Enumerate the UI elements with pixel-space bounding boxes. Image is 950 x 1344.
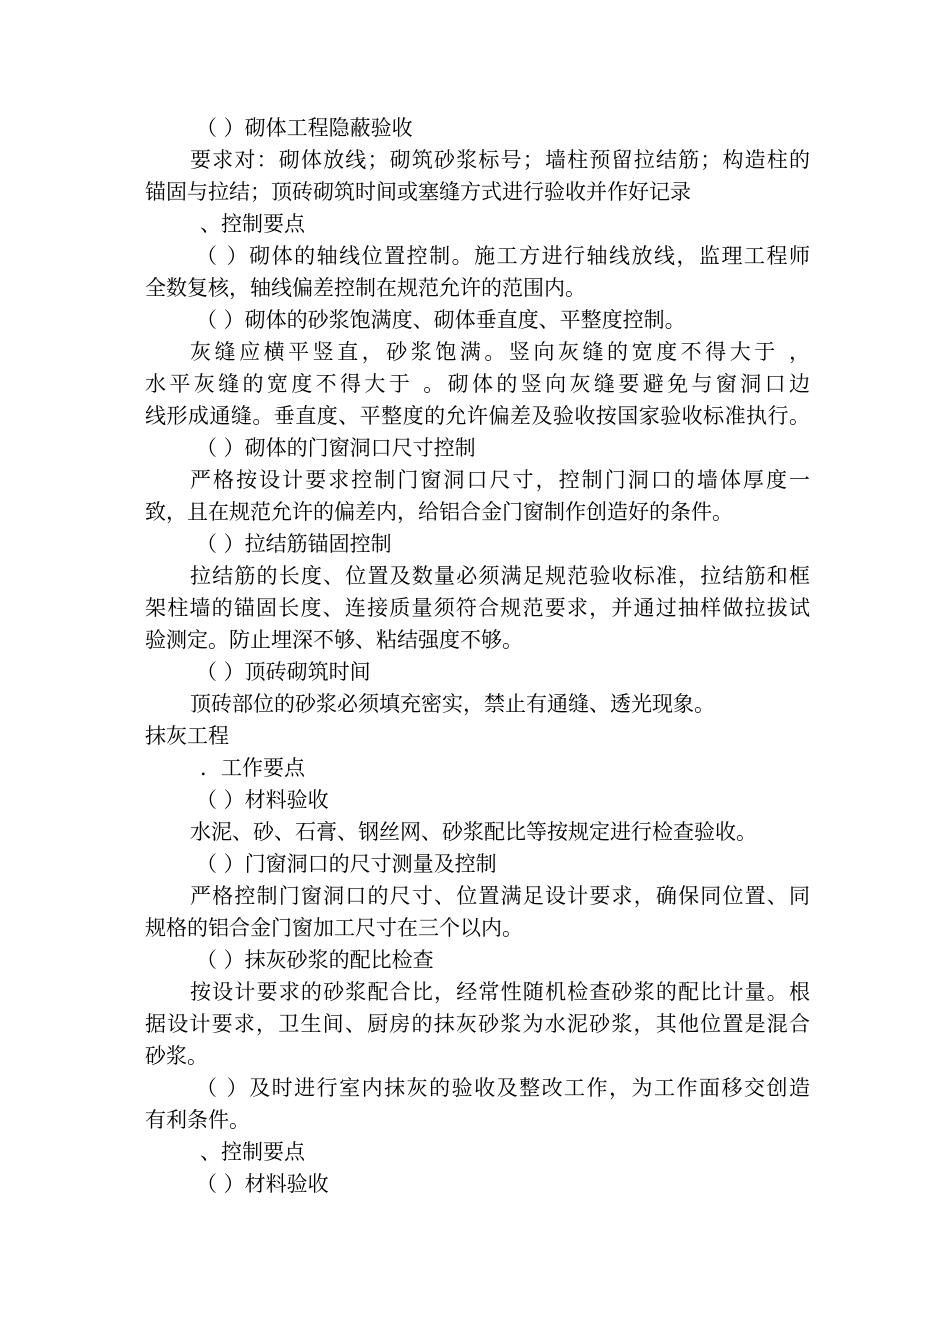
section-heading: （ ）材料验收: [196, 1172, 329, 1196]
paragraph-line: 据设计要求，卫生间、厨房的抹灰砂浆为水泥砂浆，其他位置是混合: [145, 1012, 810, 1036]
section-heading: （ ）抹灰砂浆的配比检查: [196, 948, 434, 972]
section-heading: （ ）材料验收: [196, 788, 329, 812]
paragraph-line: 有利条件。: [145, 1108, 250, 1132]
section-heading: 、控制要点: [200, 1140, 305, 1164]
paragraph-line: 砂浆。: [145, 1044, 208, 1068]
section-heading: 、控制要点: [200, 212, 305, 236]
section-heading: （ ）及时进行室内抹灰的验收及整改工作，为工作面移交创造: [196, 1076, 810, 1100]
section-heading: （ ）砌体的砂浆饱满度、砌体垂直度、平整度控制。: [196, 308, 686, 332]
paragraph-line: 规格的铝合金门窗加工尺寸在三个以内。: [145, 916, 523, 940]
paragraph-line: 拉结筋的长度、位置及数量必须满足规范验收标准，拉结筋和框: [190, 564, 810, 588]
paragraph-line: 水泥、砂、石膏、钢丝网、砂浆配比等按规定进行检查验收。: [190, 820, 757, 844]
paragraph-line: 全数复核，轴线偏差控制在规范允许的范围内。: [145, 276, 586, 300]
paragraph-line: 顶砖部位的砂浆必须填充密实，禁止有通缝、透光现象。: [190, 692, 715, 716]
section-heading: （ ）砌体的门窗洞口尺寸控制: [196, 436, 476, 460]
paragraph-line: 架柱墙的锚固长度、连接质量须符合规范要求，并通过抽样做拉拔试: [145, 596, 810, 620]
paragraph-line: 水平灰缝的宽度不得大于 。砌体的竖向灰缝要避免与窗洞口边: [145, 372, 810, 396]
chapter-heading: 抹灰工程: [145, 724, 229, 748]
paragraph-line: 灰缝应横平竖直，砂浆饱满。竖向灰缝的宽度不得大于 ，: [190, 340, 810, 364]
paragraph-line: 锚固与拉结；顶砖砌筑时间或塞缝方式进行验收并作好记录: [145, 180, 691, 204]
paragraph-line: （ ）砌体的轴线位置控制。施工方进行轴线放线，监理工程师: [196, 244, 810, 268]
paragraph-line: 按设计要求的砂浆配合比，经常性随机检查砂浆的配比计量。根: [190, 980, 810, 1004]
section-heading: （ ）砌体工程隐蔽验收: [196, 116, 413, 140]
paragraph-line: 严格按设计要求控制门窗洞口尺寸，控制门洞口的墙体厚度一: [190, 468, 810, 492]
section-heading: （ ）拉结筋锚固控制: [196, 532, 392, 556]
paragraph-line: 线形成通缝。垂直度、平整度的允许偏差及验收按国家验收标准执行。: [145, 404, 810, 428]
paragraph-line: 致，且在规范允许的偏差内，给铝合金门窗制作创造好的条件。: [145, 500, 733, 524]
section-heading: ．工作要点: [200, 756, 305, 780]
paragraph-line: 验测定。防止埋深不够、粘结强度不够。: [145, 628, 523, 652]
paragraph-line: 要求对：砌体放线；砌筑砂浆标号；墙柱预留拉结筋；构造柱的: [190, 148, 810, 172]
section-heading: （ ）顶砖砌筑时间: [196, 660, 371, 684]
paragraph-line: 严格控制门窗洞口的尺寸、位置满足设计要求，确保同位置、同: [190, 884, 810, 908]
section-heading: （ ）门窗洞口的尺寸测量及控制: [196, 852, 497, 876]
